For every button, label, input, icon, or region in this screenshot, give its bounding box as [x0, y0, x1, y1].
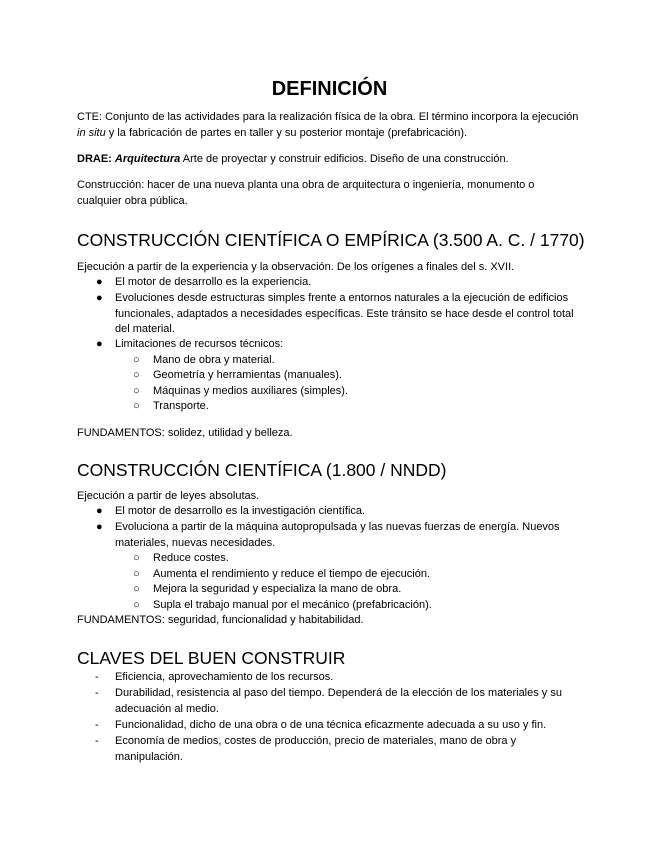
- construccion-definition: Construcción: hacer de una nueva planta una obra de arquitectura o ingeniería, monumento o cualquier obra pública.: [77, 179, 535, 207]
- sub-list-item: Transporte.: [153, 400, 209, 412]
- section2-intro: Ejecución a partir de leyes absolutas.: [77, 490, 260, 502]
- list-item: El motor de desarrollo es la investigación científica.: [115, 505, 366, 517]
- bullet-marker: ●: [96, 338, 103, 350]
- subbullet-marker: ○: [133, 552, 140, 564]
- drae-text: Arte de proyectar y construir edificios. Diseño de una construcción.: [180, 153, 509, 165]
- bullet-marker: ●: [96, 276, 103, 288]
- list-item: Economía de medios, costes de producción, precio de materiales, mano de obra y manipulación.: [115, 735, 517, 763]
- list-item: Durabilidad, resistencia al paso del tiempo. Dependerá de la elección de los materiales y su adecuación al medio.: [115, 687, 562, 715]
- subbullet-marker: ○: [133, 354, 140, 366]
- subbullet-marker: ○: [133, 369, 140, 381]
- cte-italic-term: in situ: [77, 126, 106, 139]
- list-item: Evoluciones desde estructuras simples frente a entornos naturales a la ejecución de edificios funcionales, adaptados a necesidades específicas. Este tránsito se hace desde el control total del material.: [115, 292, 574, 335]
- dash-marker: -: [95, 687, 99, 699]
- cte-text-start: CTE: Conjunto de las actividades para la realización física de la obra. El término incorpora la ejecución: [77, 111, 579, 123]
- section-heading-empirica: CONSTRUCCIÓN CIENTÍFICA O EMPÍRICA (3.500 A. C. / 1770): [77, 230, 585, 250]
- sub-list-item: Aumenta el rendimiento y reduce el tiempo de ejecución.: [153, 568, 430, 580]
- section1-fundamentos: FUNDAMENTOS: solidez, utilidad y belleza.: [77, 427, 293, 439]
- drae-term: Arquitectura: [114, 153, 181, 165]
- page-title: DEFINICIÓN: [271, 78, 388, 100]
- drae-label: DRAE:: [77, 153, 112, 165]
- cte-definition: [77, 110, 582, 141]
- sub-list-item: Supla el trabajo manual por el mecánico (prefabricación).: [153, 599, 432, 611]
- drae-definition: [77, 152, 582, 168]
- dash-marker: -: [95, 719, 99, 731]
- subbullet-marker: ○: [133, 568, 140, 580]
- section-heading-claves: CLAVES DEL BUEN CONSTRUIR: [77, 648, 346, 668]
- bullet-marker: ●: [96, 521, 103, 533]
- sub-list-item: Mano de obra y material.: [153, 354, 275, 366]
- list-item: Limitaciones de recursos técnicos:: [115, 338, 284, 350]
- sub-list-item: Máquinas y medios auxiliares (simples).: [153, 385, 349, 397]
- sub-list-item: Reduce costes.: [153, 552, 229, 564]
- subbullet-marker: ○: [133, 385, 140, 397]
- list-item: Evoluciona a partir de la máquina autopropulsada y las nuevas fuerzas de energía. Nuevos materiales, nuevas necesidades.: [115, 521, 560, 549]
- bullet-marker: ●: [96, 292, 103, 304]
- list-item: Eficiencia, aprovechamiento de los recursos.: [115, 671, 334, 683]
- section2-fundamentos: FUNDAMENTOS: seguridad, funcionalidad y habitabilidad.: [77, 614, 364, 626]
- section1-intro: Ejecución a partir de la experiencia y la observación. De los orígenes a finales del s. XVII.: [77, 261, 515, 273]
- dash-marker: -: [95, 735, 99, 747]
- subbullet-marker: ○: [133, 400, 140, 412]
- bullet-marker: ●: [96, 505, 103, 517]
- subbullet-marker: ○: [133, 599, 140, 611]
- cte-text-end: y la fabricación de partes en taller y su posterior montaje (prefabricación).: [105, 126, 468, 139]
- subbullet-marker: ○: [133, 583, 140, 595]
- sub-list-item: Geometría y herramientas (manuales).: [153, 369, 342, 381]
- section-heading-cientifica: CONSTRUCCIÓN CIENTÍFICA (1.800 / NNDD): [77, 460, 447, 480]
- dash-marker: -: [95, 671, 99, 683]
- list-item: El motor de desarrollo es la experiencia.: [115, 276, 312, 288]
- sub-list-item: Mejora la seguridad y especializa la mano de obra.: [153, 583, 402, 595]
- list-item: Funcionalidad, dicho de una obra o de una técnica eficazmente adecuada a su uso y fin.: [115, 719, 547, 731]
